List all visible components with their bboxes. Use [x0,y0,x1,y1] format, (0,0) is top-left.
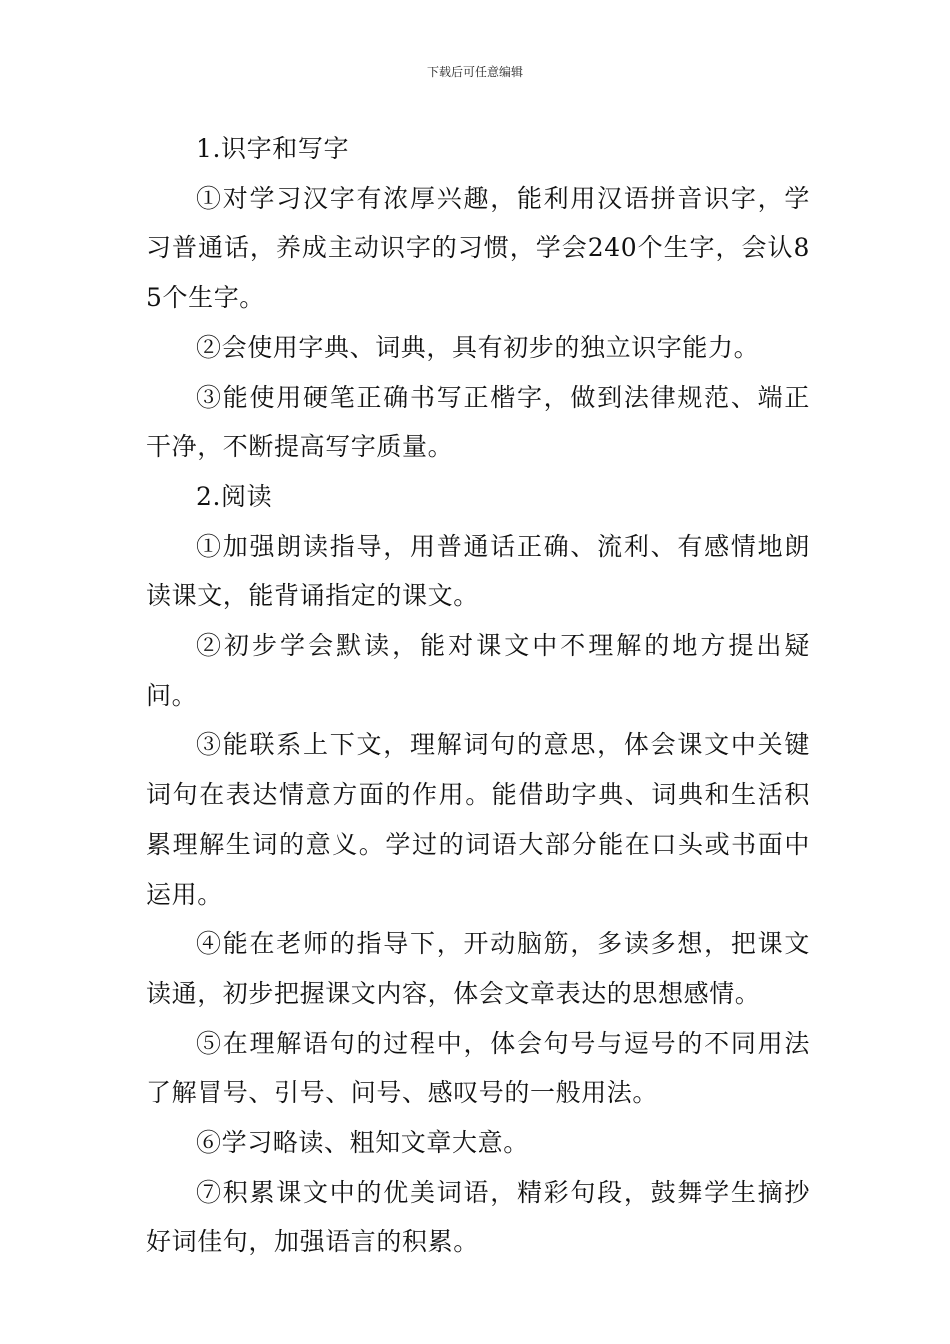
paragraph: ⑦积累课文中的优美词语，精彩句段，鼓舞学生摘抄好词佳句，加强语言的积累。 [146,1177,810,1257]
section-heading-reading: 2.阅读 [196,481,273,511]
paragraph: ①对学习汉字有浓厚兴趣，能利用汉语拼音识字，学习普通话，养成主动识字的习惯，学会240个生字，会认85个生字。 [146,183,810,313]
paragraph: ④能在老师的指导下，开动脑筋，多读多想，把课文读通，初步把握课文内容，体会文章表达的思想感情。 [146,929,810,1008]
paragraph: ⑥学习略读、粗知文章大意。 [196,1128,529,1158]
paragraph: ②初步学会默读，能对课文中不理解的地方提出疑问。 [146,631,810,710]
paragraph: ②会使用字典、词典，具有初步的独立识字能力。 [196,332,760,362]
section-heading-literacy: 1.识字和写字 [196,134,350,163]
paragraph: ①加强朗读指导，用普通话正确、流利、有感情地朗读课文，能背诵指定的课文。 [146,531,810,611]
document-body [146,124,810,1267]
paragraph: ③能使用硬笔正确书写正楷字，做到法律规范、端正干净，不断提高写字质量。 [146,382,810,462]
paragraph: ③能联系上下文，理解词句的意思，体会课文中关键词句在表达情意方面的作用。能借助字典、词典和生活积累理解生词的意义。学过的词语大部分能在口头或书面中运用。 [146,730,810,909]
page-header: 下载后可任意编辑 [426,65,523,79]
paragraph: ⑤在理解语句的过程中，体会句号与逗号的不同用法了解冒号、引号、问号、感叹号的一般用法。 [146,1028,810,1108]
